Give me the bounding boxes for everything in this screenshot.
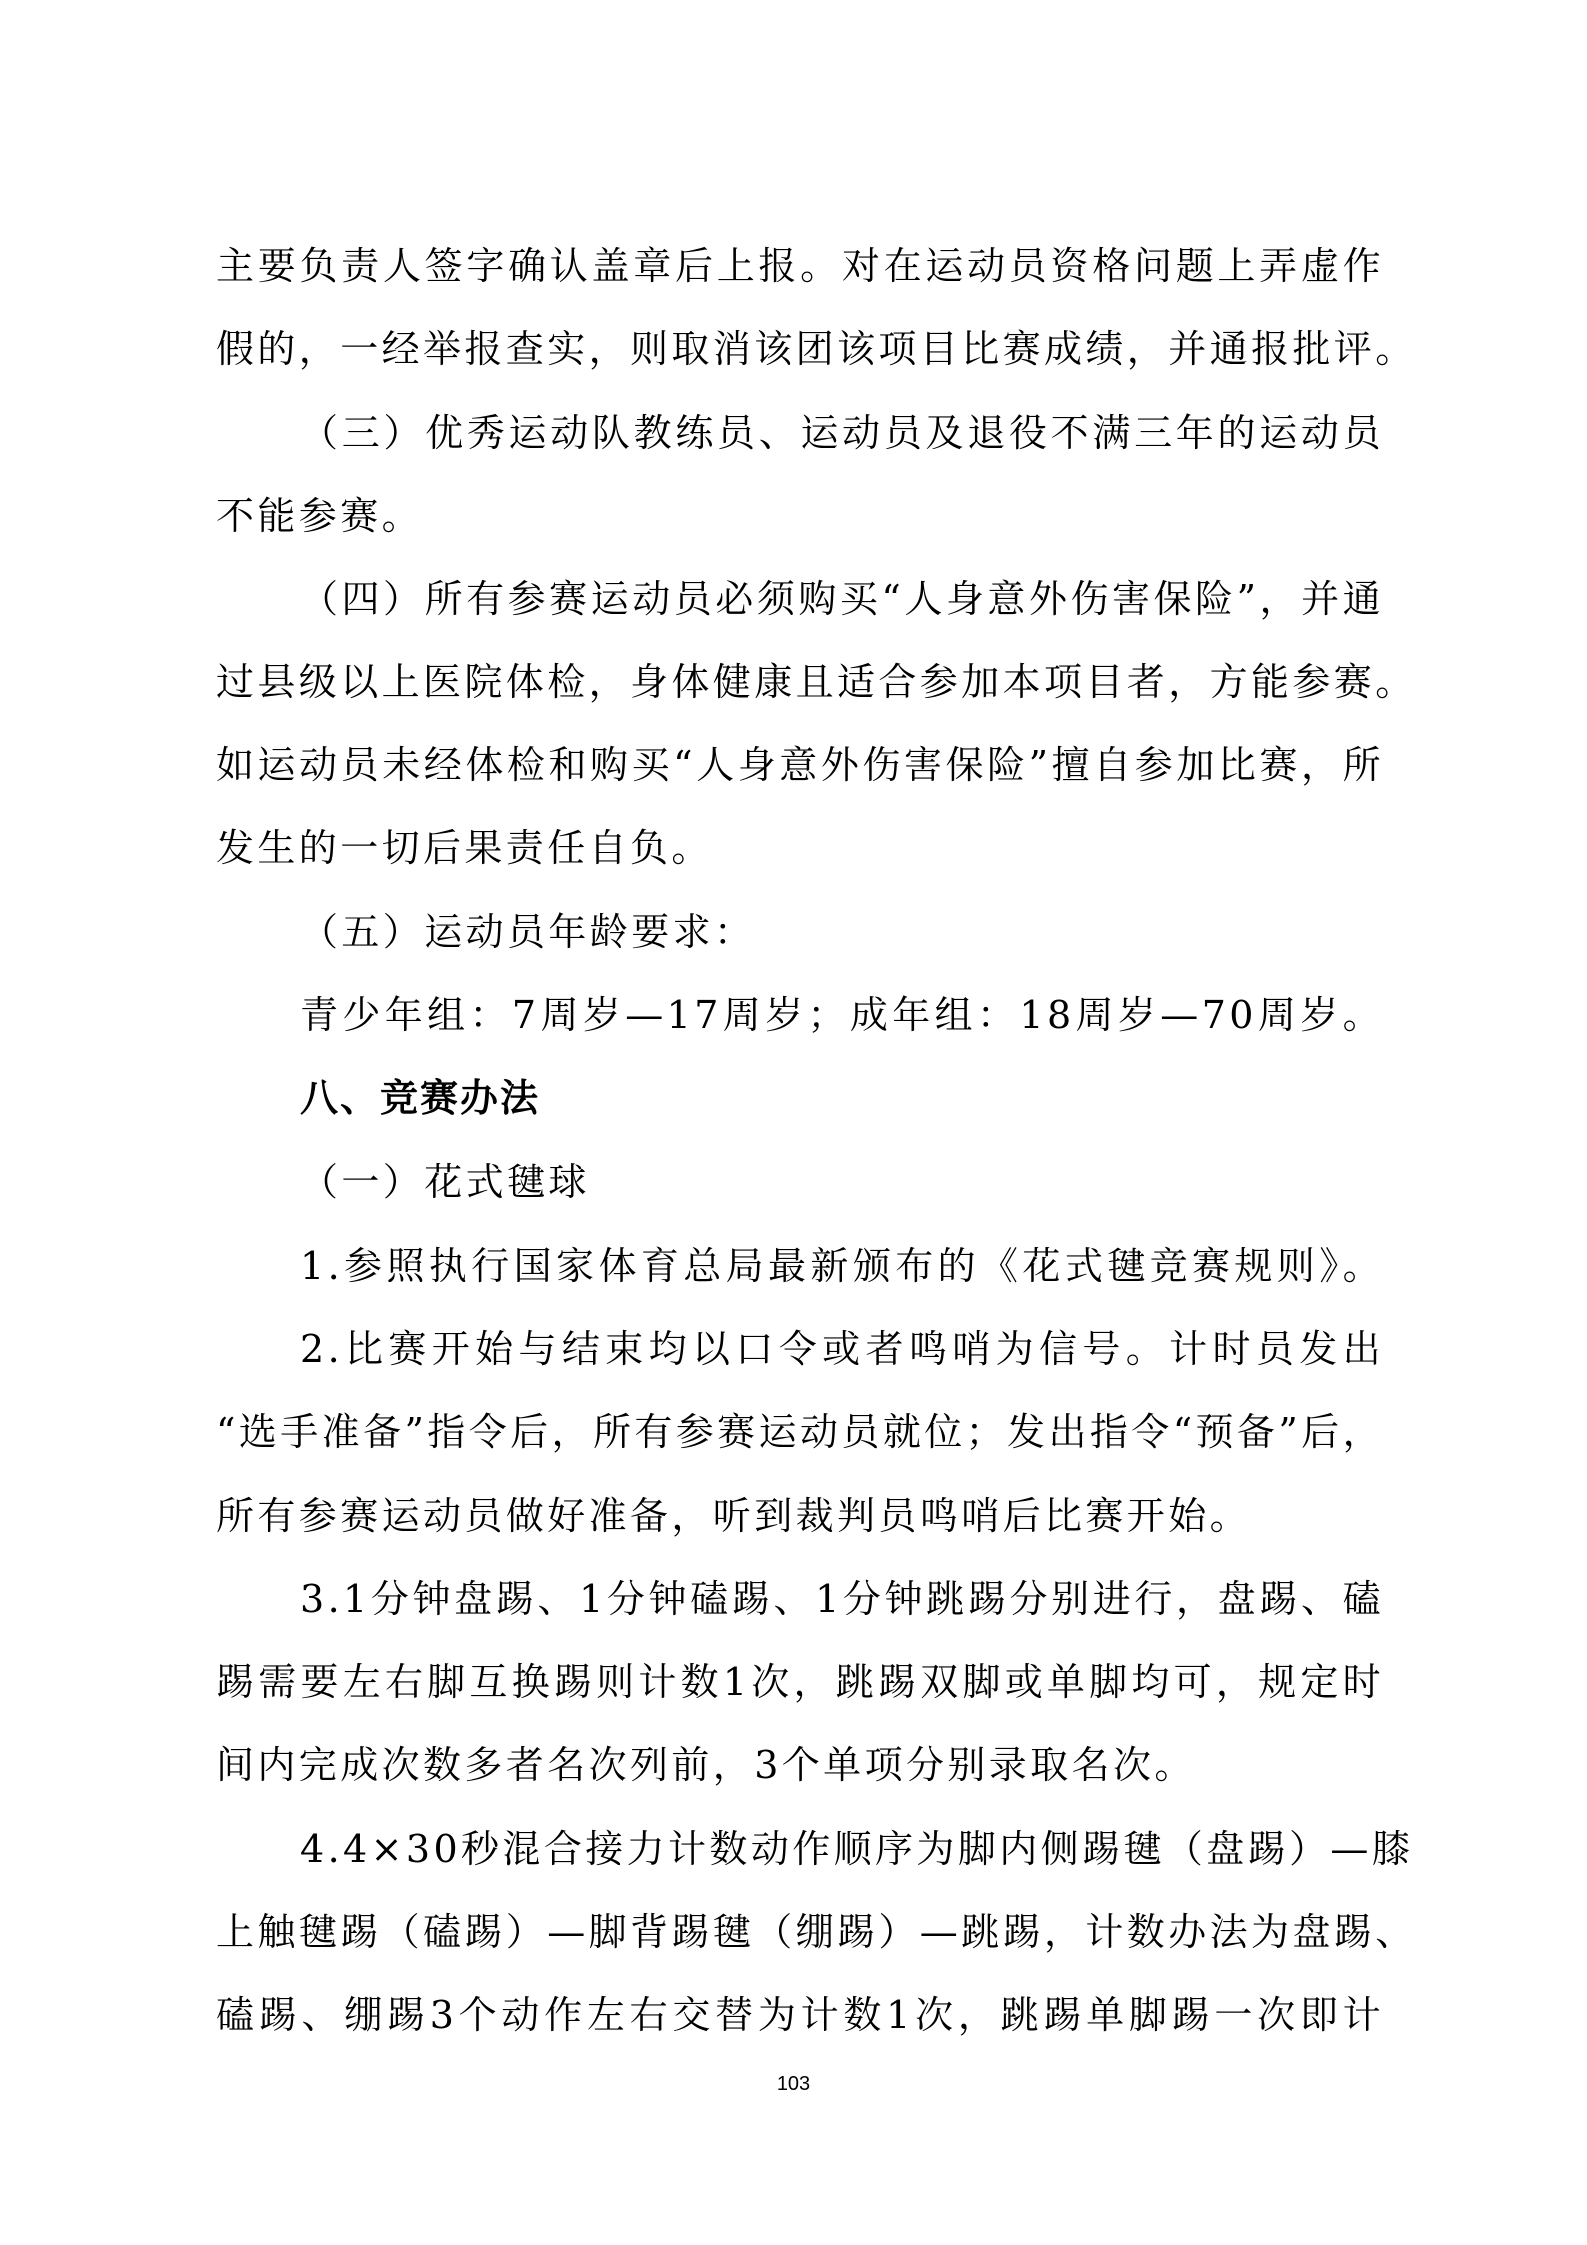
subsection-heading: （一）花式毽球 [300,1160,590,1204]
paragraph-line: 间内完成次数多者名次列前，3个单项分别录取名次。 [216,1743,1196,1787]
paragraph-line: 所有参赛运动员做好准备，听到裁判员鸣哨后比赛开始。 [216,1494,1252,1538]
paragraph-line: 过县级以上医院体检，身体健康且适合参加本项目者，方能参赛。 [216,660,1417,704]
paragraph-line: 踢需要左右脚互换踢则计数1次，跳踢双脚或单脚均可，规定时 [216,1660,1384,1704]
paragraph-line: 3.1分钟盘踢、1分钟磕踢、1分钟跳踢分别进行，盘踢、磕 [300,1577,1384,1621]
age-requirement-line: 青少年组：7周岁—17周岁；成年组：18周岁—70周岁。 [300,993,1384,1037]
paragraph-line: 不能参赛。 [216,494,424,538]
paragraph-line: （四）所有参赛运动员必须购买“人身意外伤害保险”，并通 [300,577,1384,621]
section-heading: 八、竞赛办法 [300,1076,541,1120]
paragraph-line: 发生的一切后果责任自负。 [216,826,713,870]
paragraph-line: 磕踢、绷踢3个动作左右交替为计数1次，跳踢单脚踢一次即计 [216,1993,1384,2037]
paragraph-line: 1.参照执行国家体育总局最新颁布的《花式毽竞赛规则》。 [300,1244,1384,1288]
paragraph-line: （三）优秀运动队教练员、运动员及退役不满三年的运动员 [300,411,1384,455]
paragraph-line: 如运动员未经体检和购买“人身意外伤害保险”擅自参加比赛，所 [216,743,1384,787]
page-number: 103 [776,2073,811,2095]
paragraph-line: 4.4×30秒混合接力计数动作顺序为脚内侧踢毽（盘踢）—膝 [300,1827,1414,1871]
paragraph-line: 假的，一经举报查实，则取消该团该项目比赛成绩，并通报批评。 [216,327,1417,371]
paragraph-line: （五）运动员年龄要求： [300,910,756,954]
paragraph-line: “选手准备”指令后，所有参赛运动员就位；发出指令“预备”后， [216,1410,1384,1454]
paragraph-line: 2.比赛开始与结束均以口令或者鸣哨为信号。计时员发出 [300,1327,1384,1371]
paragraph-line: 主要负责人签字确认盖章后上报。对在运动员资格问题上弄虚作 [216,244,1384,288]
paragraph-line: 上触毽踢（磕踢）—脚背踢毽（绷踢）—跳踢，计数办法为盘踢、 [216,1910,1417,1954]
